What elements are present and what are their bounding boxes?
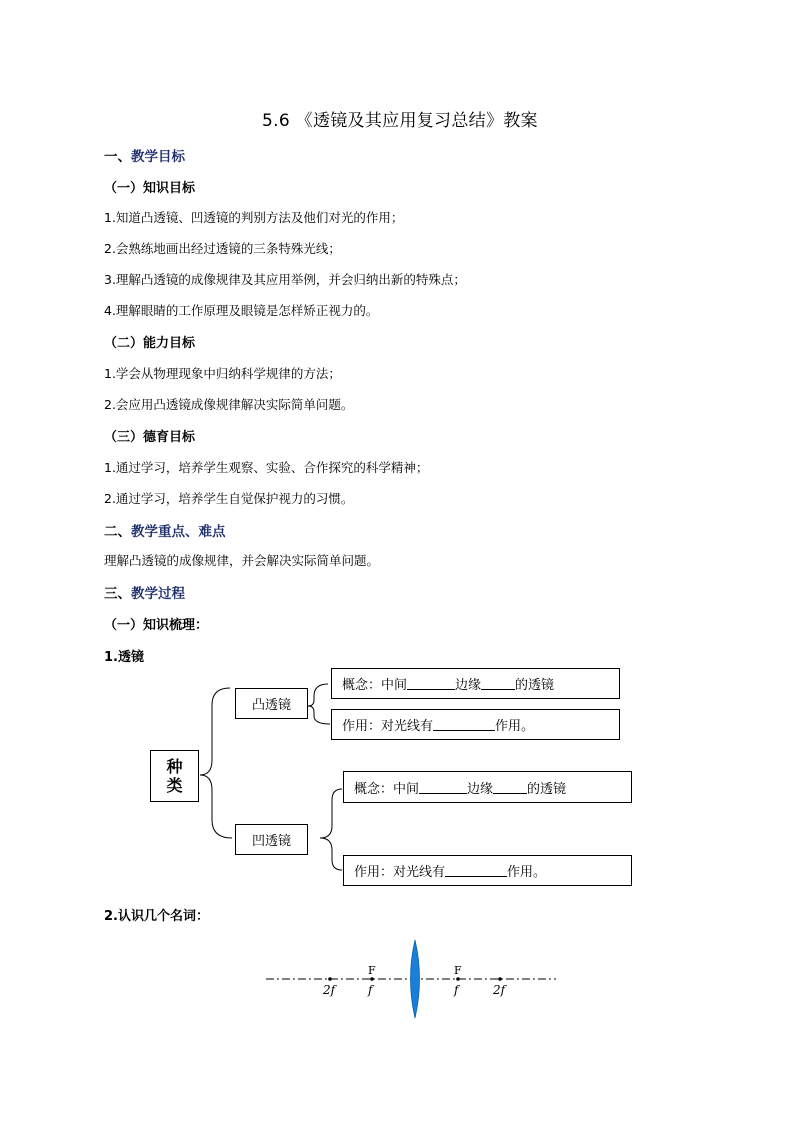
effect-prefix: 作用：对光线有	[354, 865, 446, 880]
convex-effect-box	[331, 709, 620, 740]
label-2f-left: 2f	[323, 983, 336, 997]
concave-effect-box	[343, 855, 632, 886]
concept-suffix: 的透镜	[527, 781, 567, 797]
fill-blank	[445, 864, 507, 877]
knowledge-item: 4.理解眼睛的工作原理及眼镜是怎样矫正视力的。	[104, 303, 379, 318]
subheading-knowledge-goals: （一）知识目标	[104, 181, 196, 196]
label-f-left: f	[368, 983, 373, 997]
ability-item: 1.学会从物理现象中归纳科学规律的方法；	[104, 366, 341, 381]
concept-prefix: 概念：中间	[342, 678, 408, 693]
subheading-moral-goals: （三）德育目标	[104, 430, 196, 445]
fill-blank	[433, 718, 495, 731]
concave-brace	[320, 789, 342, 870]
label-F-left: F	[368, 964, 376, 977]
section-label: 教学目标	[131, 149, 185, 165]
section-label: 教学过程	[131, 586, 185, 602]
moral-item: 2.通过学习，培养学生自觉保护视力的习惯。	[104, 491, 354, 506]
convex-lens-label: 凸透镜	[251, 698, 291, 713]
effect-suffix: 作用。	[495, 719, 535, 734]
item-lens-heading: 1.透镜	[104, 650, 144, 665]
concave-lens-box	[235, 824, 308, 855]
item-terms-heading: 2.认识几个名词：	[104, 909, 209, 924]
concept-middle: 边缘	[467, 781, 494, 797]
label-f-right: f	[454, 983, 459, 997]
point-f-left	[370, 977, 374, 981]
section-label: 教学重点、难点	[131, 524, 226, 540]
label-F-right: F	[454, 964, 462, 977]
kind-label-bottom: 类	[166, 776, 183, 795]
section-key-points	[104, 520, 226, 540]
effect-suffix: 作用。	[507, 865, 547, 880]
moral-item: 1.通过学习，培养学生观察、实验、合作探究的科学精神；	[104, 460, 429, 475]
key-point-text: 理解凸透镜的成像规律，并会解决实际简单问题。	[104, 553, 380, 568]
point-2f-right	[498, 977, 502, 981]
section-number: 二、	[104, 524, 131, 540]
concept-middle: 边缘	[455, 678, 482, 693]
section-teaching-goals	[104, 145, 185, 165]
section-number: 三、	[104, 586, 131, 602]
ability-item: 2.会应用凸透镜成像规律解决实际简单问题。	[104, 397, 354, 412]
knowledge-item: 2.会熟练地画出经过透镜的三条特殊光线；	[104, 241, 341, 256]
section-teaching-process	[104, 582, 185, 602]
convex-lens-box	[235, 688, 308, 719]
subheading-knowledge-sorting: （一）知识梳理：	[104, 618, 209, 633]
convex-lens-shape	[411, 940, 420, 1018]
main-brace	[200, 688, 232, 838]
section-number: 一、	[104, 149, 131, 165]
kind-box	[150, 750, 199, 802]
label-2f-right: 2f	[493, 983, 506, 997]
concept-suffix: 的透镜	[515, 678, 555, 693]
convex-brace	[308, 684, 330, 724]
concept-prefix: 概念：中间	[354, 781, 420, 797]
point-2f-left	[328, 977, 332, 981]
fill-blank	[419, 781, 467, 794]
fill-blank	[493, 781, 527, 794]
point-f-right	[456, 977, 460, 981]
effect-prefix: 作用：对光线有	[342, 719, 434, 734]
concave-lens-label: 凹透镜	[251, 834, 291, 849]
fill-blank	[407, 677, 455, 690]
subheading-ability-goals: （二）能力目标	[104, 336, 196, 351]
page-title: 5.6 《透镜及其应用复习总结》教案	[262, 111, 538, 131]
convex-concept-box	[331, 668, 620, 699]
knowledge-item: 3.理解凸透镜的成像规律及其应用举例，并会归纳出新的特殊点；	[104, 272, 466, 287]
kind-label-top: 种	[166, 757, 183, 776]
concave-concept-box	[343, 771, 632, 803]
fill-blank	[481, 677, 515, 690]
knowledge-item: 1.知道凸透镜、凹透镜的判别方法及他们对光的作用；	[104, 210, 404, 225]
